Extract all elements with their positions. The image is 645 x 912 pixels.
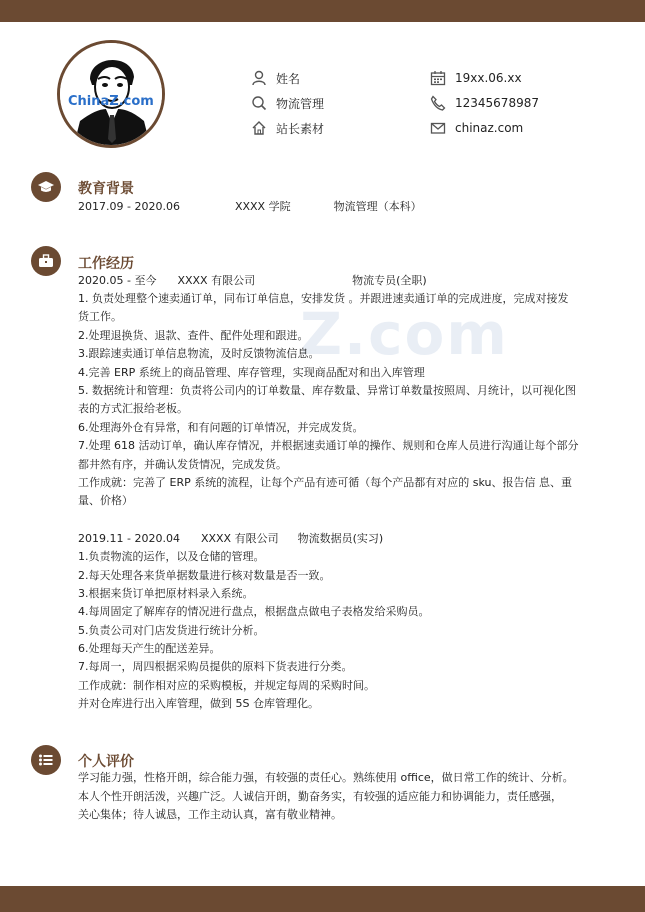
list-icon	[31, 745, 61, 775]
job-2-header	[78, 530, 598, 548]
job-1-line: 量、价格）	[78, 494, 133, 507]
job-2-line: 1.负责物流的运作，以及仓储的管理。	[78, 550, 265, 563]
job-2-position: 物流数据员(实习)	[297, 532, 384, 545]
work-title: 工作经历	[78, 256, 134, 272]
avatar-logo: ChinaZ.com	[68, 94, 154, 109]
evaluation-line: 学习能力强，性格开朗，综合能力强，有较强的责任心。熟练使用 office，做日常工作的统计、分析。	[78, 771, 574, 784]
job-1-line: 工作成就：完善了 ERP 系统的流程，让每个产品有迹可循（每个产品都有对应的 sku、报告信 息、重	[78, 476, 572, 489]
calendar-icon	[429, 69, 447, 87]
job-1-line: 5. 数据统计和管理：负责将公司内的订单数量、库存数量、异常订单数量按照周、月统计，以可视化图	[78, 384, 576, 397]
job-1-line: 表的方式汇报给老板。	[78, 402, 188, 415]
mail-icon	[429, 119, 447, 137]
name-row	[250, 69, 300, 87]
job-1-line: 3.跟踪速卖通订单信息物流，及时反馈物流信息。	[78, 347, 320, 360]
home-icon	[250, 119, 268, 137]
job-1-position: 物流专员(全职)	[352, 274, 427, 287]
job-1-header	[78, 272, 598, 290]
name-text: 姓名	[276, 71, 301, 86]
avatar-portrait	[60, 43, 162, 145]
education-title: 教育背景	[78, 181, 134, 197]
phone-row	[429, 94, 539, 112]
job-2-line: 6.处理每天产生的配送差异。	[78, 642, 221, 655]
job-1-line: 货工作。	[78, 310, 122, 323]
job-2-line: 5.负责公司对门店发货进行统计分析。	[78, 624, 265, 637]
job-1-line: 都井然有序，并确认发货情况，完成发货。	[78, 458, 287, 471]
job-1-period: 2020.05 - 至今	[78, 274, 157, 287]
email-row	[429, 119, 523, 137]
watermark: Z.com	[300, 300, 509, 368]
evaluation-line: 本人个性开朗活泼，兴趣广泛。人诚信开朗，勤奋务实，有较强的适应能力和协调能力，责任感强，	[78, 790, 562, 803]
job-1-line: 1. 负责处理整个速卖通订单，同布订单信息，安排发货 。并跟进速卖通订单的完成进度，完成对接发	[78, 292, 569, 305]
education-row	[78, 198, 598, 216]
job-2-company: XXXX 有限公司	[200, 532, 279, 545]
source-row	[250, 119, 324, 137]
role-text: 物流管理	[276, 96, 325, 111]
search-icon	[250, 94, 268, 112]
birth-row	[429, 69, 522, 87]
user-icon	[250, 69, 268, 87]
phone-text: 12345678987	[455, 96, 539, 110]
job-2-line: 7.每周一，周四根据采购员提供的原料下货表进行分类。	[78, 660, 353, 673]
briefcase-icon	[31, 246, 61, 276]
graduation-cap-icon	[31, 172, 61, 202]
job-1-line: 2.处理退换货、退款、查件、配件处理和跟进。	[78, 329, 309, 342]
avatar	[57, 40, 165, 148]
job-2-line: 2.每天处理各来货单据数量进行核对数量是否一致。	[78, 569, 331, 582]
job-1-line: 6.处理海外仓有异常，和有问题的订单情况，并完成发货。	[78, 421, 364, 434]
evaluation-title: 个人评价	[78, 754, 134, 770]
birth-text: 19xx.06.xx	[455, 71, 522, 85]
job-1-line: 7.处理 618 活动订单，确认库存情况，并根据速卖通订单的操作、规则和仓库人员进行沟通让每个部分	[78, 439, 579, 452]
phone-icon	[429, 94, 447, 112]
job-2-line: 并对仓库进行出入库管理，做到 5S 仓库管理化。	[78, 697, 319, 710]
email-text: chinaz.com	[455, 121, 524, 135]
education-school: XXXX 学院	[234, 200, 291, 213]
role-row	[250, 94, 324, 112]
evaluation-line: 关心集体；待人诚恳，工作主动认真，富有敬业精神。	[78, 808, 342, 821]
bottom-bar	[0, 886, 645, 912]
source-text: 站长素材	[276, 121, 325, 136]
education-period: 2017.09 - 2020.06	[78, 200, 180, 213]
job-1-line: 4.完善 ERP 系统上的商品管理、库存管理，实现商品配对和出入库管理	[78, 366, 425, 379]
job-2-line: 工作成就：制作相对应的采购模板，并规定每周的采购时间。	[78, 679, 375, 692]
top-bar	[0, 0, 645, 22]
job-2-line: 4.每周固定了解库存的情况进行盘点，根据盘点做电子表格发给采购员。	[78, 605, 430, 618]
education-major: 物流管理（本科）	[333, 200, 422, 213]
job-1-company: XXXX 有限公司	[177, 274, 256, 287]
job-2-period: 2019.11 - 2020.04	[78, 532, 180, 545]
job-2-line: 3.根据来货订单把原材料录入系统。	[78, 587, 254, 600]
